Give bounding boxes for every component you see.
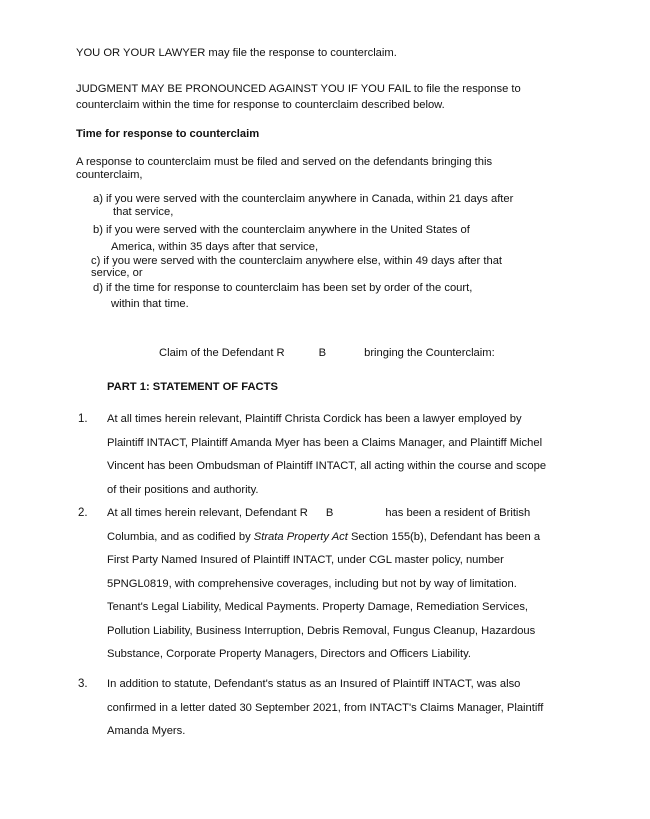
- fact-2-line-1-clean: [107, 502, 587, 526]
- fact-3: [107, 673, 587, 744]
- fact-2-body: [107, 502, 587, 667]
- lawyer-notice: YOU OR YOUR LAWYER may file the response to counterclaim.: [76, 47, 397, 59]
- condition-c-line-2: service, or: [91, 267, 143, 279]
- fact-2-line: First Party Named Insured of Plaintiff INTACT, under CGL master policy, number: [107, 554, 504, 566]
- fact-1-line: Vincent has been Ombudsman of Plaintiff INTACT, all acting within the course and scope: [107, 460, 547, 472]
- strata-property-act: Strata Property Act: [253, 530, 348, 543]
- fact-1-line: Plaintiff INTACT, Plaintiff Amanda Myer has been a Claims Manager, and Plaintiff Michel: [107, 436, 543, 449]
- fact-1-number: 1.: [78, 413, 88, 425]
- fact-1-line: of their positions and authority.: [107, 483, 259, 496]
- fact-2-line: Tenant's Legal Liability, Medical Payments. Property Damage, Remediation Services,: [107, 601, 529, 613]
- fact-2-line: Substance, Corporate Property Managers, Directors and Officers Liability.: [107, 648, 471, 660]
- fact-2-line-2: [107, 526, 587, 550]
- condition-d-line-2: within that time.: [111, 298, 189, 310]
- part1-heading: PART 1: STATEMENT OF FACTS: [107, 381, 278, 393]
- judgment-notice-line-2: counterclaim within the time for response to counterclaim described below.: [76, 99, 445, 111]
- fact-2-number: 2.: [78, 507, 88, 519]
- condition-a-line-1: a) if you were served with the counterclaim anywhere in Canada, within 21 days after: [93, 193, 514, 205]
- fact-2-line: Pollution Liability, Business Interruption, Debris Removal, Fungus Cleanup, Hazardous: [107, 624, 536, 637]
- fact-2-l1-part-a: At all times herein relevant, Defendant R: [107, 507, 308, 519]
- fact-2-l1-part-c: has been a resident of British: [385, 507, 531, 519]
- claim-line: [159, 346, 495, 360]
- judgment-notice-line-1: JUDGMENT MAY BE PRONOUNCED AGAINST YOU IF YOU FAIL to file the response to: [76, 83, 521, 95]
- condition-b-line-1: b) if you were served with the counterclaim anywhere in the United States of: [93, 224, 470, 236]
- condition-b-line-2: America, within 35 days after that service,: [111, 241, 319, 253]
- fact-3-number: 3.: [78, 678, 88, 690]
- claim-line-part-2: B: [318, 347, 327, 359]
- time-heading: Time for response to counterclaim: [76, 128, 260, 140]
- response-text-line-1: A response to counterclaim must be filed and served on the defendants bringing this: [76, 156, 493, 168]
- fact-3-line: Amanda Myers.: [107, 725, 186, 737]
- response-text-line-2: counterclaim,: [76, 169, 143, 181]
- claim-line-part-3: bringing the Counterclaim:: [364, 347, 495, 359]
- condition-a-line-2: that service,: [113, 206, 174, 218]
- condition-d-line-1: d) if the time for response to counterclaim has been set by order of the court,: [93, 282, 473, 294]
- fact-3-line: confirmed in a letter dated 30 September 2021, from INTACT's Claims Manager, Plaintiff: [107, 701, 544, 714]
- fact-1-line: At all times herein relevant, Plaintiff Christa Cordick has been a lawyer employed by: [107, 413, 522, 425]
- fact-2-l1-part-b: B: [325, 507, 334, 519]
- fact-2-l2-part-a: Columbia, and as codified by: [107, 530, 254, 543]
- condition-c-line-1: c) if you were served with the counterclaim anywhere else, within 49 days after that: [91, 255, 503, 267]
- claim-line-part-1: Claim of the Defendant R: [159, 347, 285, 359]
- fact-2-l2-part-b: Section 155(b), Defendant has been a: [347, 530, 541, 543]
- fact-3-line: In addition to statute, Defendant's status as an Insured of Plaintiff INTACT, was also: [107, 678, 521, 690]
- fact-2-line: 5PNGL0819, with comprehensive coverages, including but not by way of limitation.: [107, 577, 517, 590]
- fact-1: [107, 408, 587, 502]
